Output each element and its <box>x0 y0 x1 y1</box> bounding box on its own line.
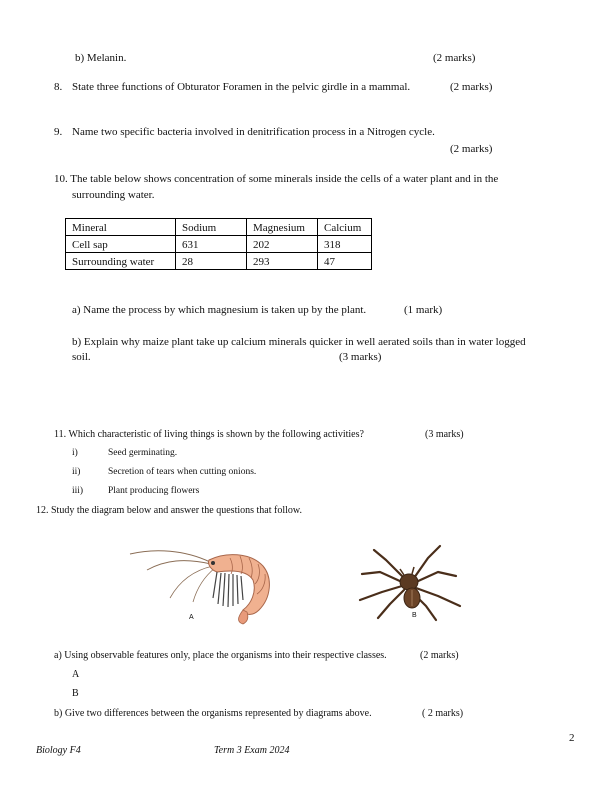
q9-number: 9. <box>54 126 63 138</box>
table-header-cell: Mineral <box>66 219 176 236</box>
q12b-marks: ( 2 marks) <box>422 708 464 719</box>
spider-diagram <box>352 542 470 622</box>
q10a-marks: (1 mark) <box>404 304 443 316</box>
q10b-line2: soil. <box>72 351 91 363</box>
table-cell: 47 <box>318 253 372 270</box>
q9-marks: (2 marks) <box>450 143 493 155</box>
q9-text: Name two specific bacteria involved in denitrification process in a Nitrogen cycle. <box>72 126 435 138</box>
q12a-answer-b: B <box>72 688 79 699</box>
table-row <box>66 236 372 253</box>
q8-text: State three functions of Obturator Foramen in the pelvic girdle in a mammal. <box>72 81 411 93</box>
q11-item-text: Plant producing flowers <box>108 486 200 496</box>
q10a-text: a) Name the process by which magnesium is taken up by the plant. <box>72 304 367 316</box>
q7b-text: b) Melanin. <box>75 52 127 64</box>
q10-line1: 10. The table below shows concentration of some minerals inside the cells of a water plant and in the <box>54 173 499 185</box>
q10b-marks: (3 marks) <box>339 351 382 363</box>
q11-item-num: i) <box>72 448 78 458</box>
table-cell: Cell sap <box>66 236 176 253</box>
table-cell: 293 <box>247 253 318 270</box>
table-cell: 318 <box>318 236 372 253</box>
q11-marks: (3 marks) <box>425 429 464 440</box>
q12a-text: a) Using observable features only, place the organisms into their respective classes. <box>54 650 387 661</box>
prawn-diagram <box>125 540 280 625</box>
table-header-row <box>66 219 372 236</box>
q11-item-text: Secretion of tears when cutting onions. <box>108 467 257 477</box>
table-header-cell: Magnesium <box>247 219 318 236</box>
table-header-cell: Calcium <box>318 219 372 236</box>
q12a-answer-a: A <box>72 669 80 680</box>
q12b-text: b) Give two differences between the organisms represented by diagrams above. <box>54 708 372 719</box>
footer-subject: Biology F4 <box>36 745 81 756</box>
table-header-cell: Sodium <box>176 219 247 236</box>
diagram-label-b: B <box>412 612 417 619</box>
q12-text: 12. Study the diagram below and answer the questions that follow. <box>36 505 302 516</box>
q8-marks: (2 marks) <box>450 81 493 93</box>
page-number: 2 <box>569 732 575 744</box>
q7b-marks: (2 marks) <box>433 52 476 64</box>
diagram-label-a: A <box>189 614 194 621</box>
q12a-marks: (2 marks) <box>420 650 459 661</box>
table-cell: Surrounding water <box>66 253 176 270</box>
q11-text: 11. Which characteristic of living things is shown by the following activities? <box>54 429 364 440</box>
minerals-table <box>65 218 372 270</box>
table-cell: 28 <box>176 253 247 270</box>
q11-item-num: ii) <box>72 467 81 477</box>
q10b-line1: b) Explain why maize plant take up calcium minerals quicker in well aerated soils than in water logged <box>72 336 526 348</box>
table-cell: 202 <box>247 236 318 253</box>
q10-line2: surrounding water. <box>72 189 155 201</box>
q11-item-num: iii) <box>72 486 84 496</box>
q8-number: 8. <box>54 81 63 93</box>
table-row <box>66 253 372 270</box>
footer-exam: Term 3 Exam 2024 <box>214 745 290 756</box>
table-cell: 631 <box>176 236 247 253</box>
q11-item-text: Seed germinating. <box>108 448 178 458</box>
